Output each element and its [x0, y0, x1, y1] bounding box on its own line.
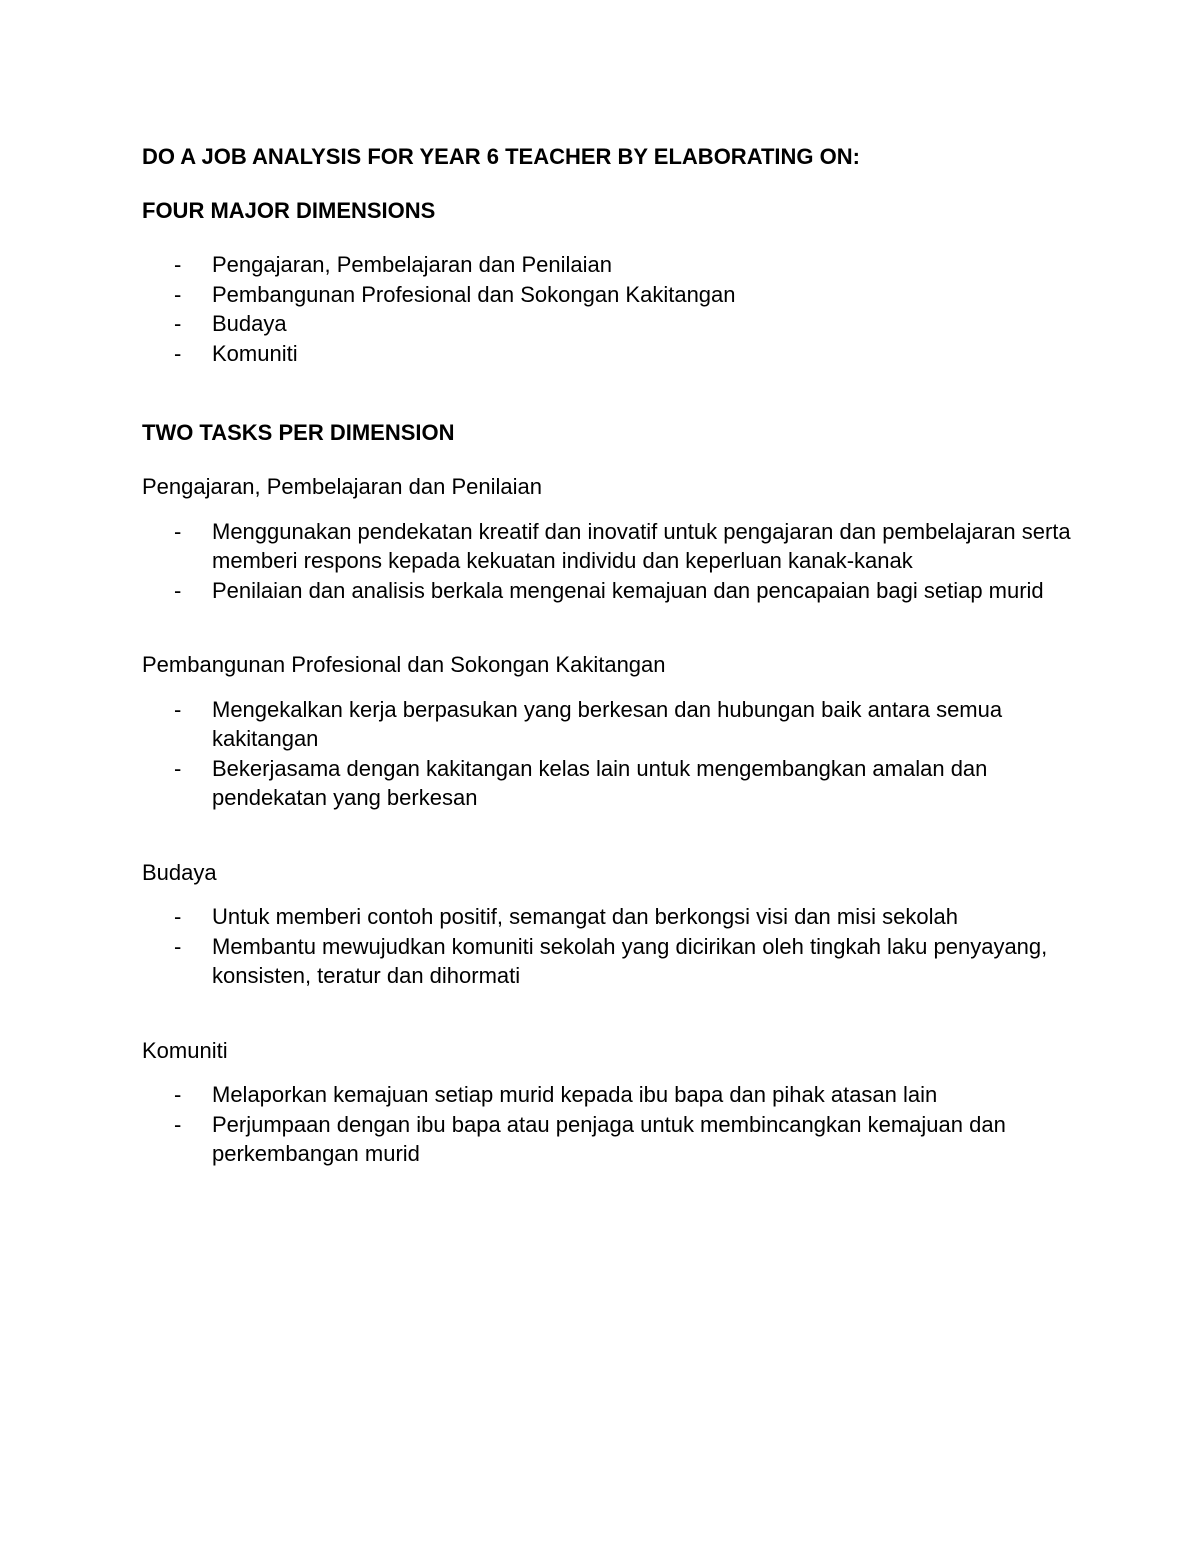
task-section-heading: Komuniti	[142, 1037, 228, 1063]
bullet-dash: -	[174, 755, 182, 781]
task-text: Untuk memberi contoh positif, semangat dan berkongsi visi dan misi sekolah	[212, 904, 958, 929]
task-list	[142, 517, 1072, 606]
task-list	[142, 695, 1072, 813]
list-item	[142, 339, 1072, 369]
list-item	[142, 1080, 1072, 1110]
document-title: DO A JOB ANALYSIS FOR YEAR 6 TEACHER BY ELABORATING ON:	[142, 144, 860, 169]
list-item	[142, 517, 1072, 576]
task-text: Menggunakan pendekatan kreatif dan inovatif untuk pengajaran dan pembelajaran serta memberi respons kepada kekuatan individu dan keperluan kanak-kanak	[212, 518, 1071, 573]
list-item	[142, 695, 1072, 754]
task-section-heading: Budaya	[142, 859, 217, 885]
bullet-dash: -	[174, 696, 182, 722]
bullet-dash: -	[174, 518, 182, 544]
list-item	[142, 576, 1072, 606]
bullet-dash: -	[174, 577, 182, 603]
task-text: Perjumpaan dengan ibu bapa atau penjaga untuk membincangkan kemajuan dan perkembangan murid	[212, 1111, 1006, 1166]
bullet-dash: -	[174, 252, 182, 277]
task-section-heading: Pembangunan Profesional dan Sokongan Kakitangan	[142, 652, 666, 677]
document-body	[142, 142, 1072, 1169]
dimension-text: Pengajaran, Pembelajaran dan Penilaian	[212, 252, 612, 277]
bullet-dash: -	[174, 340, 182, 366]
bullet-dash: -	[174, 1111, 182, 1137]
task-list	[142, 1080, 1072, 1169]
list-item	[142, 250, 1072, 280]
list-item	[142, 902, 1072, 932]
task-text: Mengekalkan kerja berpasukan yang berkesan dan hubungan baik antara semua kakitangan	[212, 696, 1003, 751]
task-text: Bekerjasama dengan kakitangan kelas lain untuk mengembangkan amalan dan pendekatan yang berkesan	[212, 755, 988, 810]
bullet-dash: -	[174, 1082, 182, 1107]
list-item	[142, 1110, 1072, 1169]
list-item	[142, 932, 1072, 991]
dimensions-heading: FOUR MAJOR DIMENSIONS	[142, 198, 436, 223]
list-item	[142, 280, 1072, 310]
list-item	[142, 309, 1072, 339]
dimension-text: Budaya	[212, 311, 287, 336]
task-text: Penilaian dan analisis berkala mengenai kemajuan dan pencapaian bagi setiap murid	[212, 577, 1044, 603]
list-item	[142, 754, 1072, 813]
dimension-text: Pembangunan Profesional dan Sokongan Kakitangan	[212, 281, 736, 307]
tasks-heading: TWO TASKS PER DIMENSION	[142, 420, 455, 445]
bullet-dash: -	[174, 281, 182, 307]
task-text: Melaporkan kemajuan setiap murid kepada ibu bapa dan pihak atasan lain	[212, 1082, 938, 1107]
task-text: Membantu mewujudkan komuniti sekolah yang dicirikan oleh tingkah laku penyayang, konsisten, teratur dan dihormati	[212, 933, 1048, 988]
dimension-text: Komuniti	[212, 340, 298, 366]
bullet-dash: -	[174, 933, 182, 959]
task-list	[142, 902, 1072, 991]
task-section-heading: Pengajaran, Pembelajaran dan Penilaian	[142, 474, 542, 499]
bullet-dash: -	[174, 311, 182, 336]
dimensions-list	[142, 250, 1072, 368]
bullet-dash: -	[174, 904, 182, 929]
